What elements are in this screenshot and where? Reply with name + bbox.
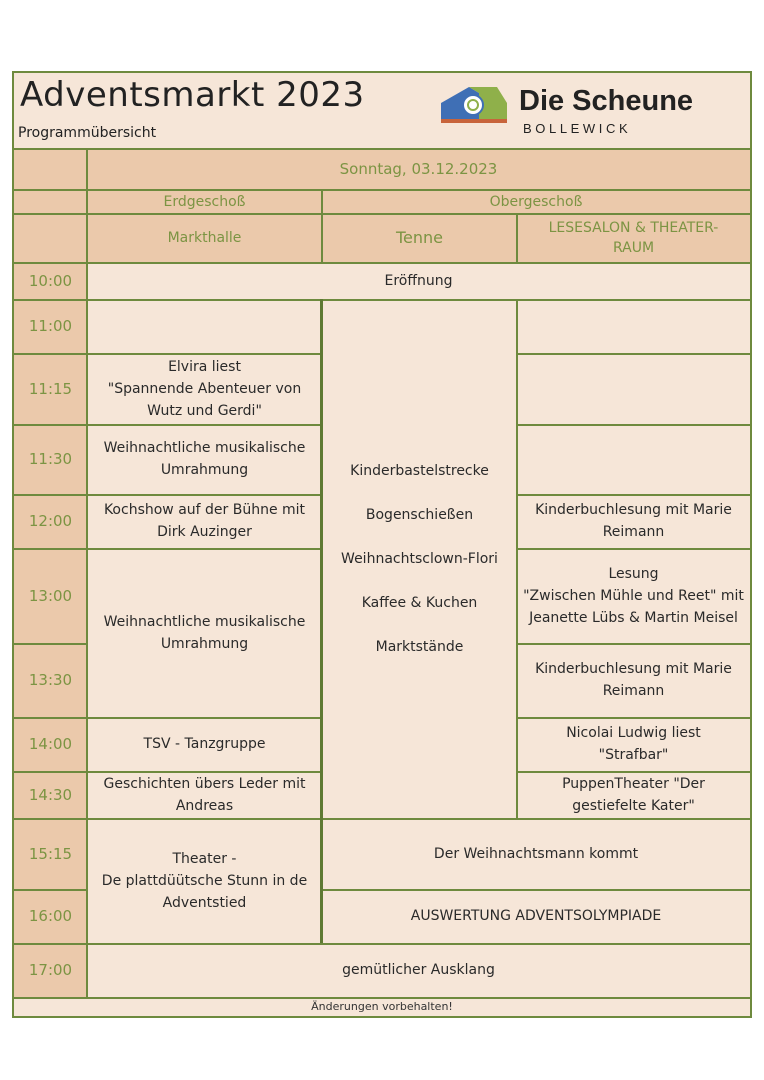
grid-line (14, 494, 322, 496)
event-detail: "Strafbar" (598, 747, 669, 763)
corner-cell (14, 190, 87, 214)
grid-line (14, 548, 322, 550)
page-subtitle: Programmübersicht (18, 125, 157, 141)
grid-line (517, 494, 750, 496)
time-slot: 13:30 (14, 643, 87, 717)
event-markthalle-1515 (87, 819, 322, 943)
room-markthalle: Markthalle (87, 214, 322, 262)
tenne-item: Marktstände (375, 639, 464, 655)
grid-line (14, 771, 322, 773)
grid-line (517, 643, 750, 645)
grid-line (516, 214, 518, 262)
empty-cell (87, 299, 322, 353)
room-lesesalon: LESESALON & THEATER-RAUM (517, 214, 750, 262)
event-opening: Eröffnung (87, 262, 750, 299)
page-title: Adventsmarkt 2023 (20, 75, 365, 115)
event-detail: "Zwischen Mühle und Reet" mit Jeanette Lübs & Martin Meisel (523, 587, 744, 626)
grid-line (14, 148, 750, 150)
event-markthalle-1200: Kochshow auf der Bühne mit Dirk Auzinger (87, 494, 322, 548)
grid-line (14, 213, 750, 215)
time-slot: 11:15 (14, 353, 87, 424)
tenne-item: Weihnachtsclown-Flori (341, 551, 498, 567)
grid-line (86, 148, 88, 997)
grid-line (321, 190, 323, 262)
event-detail: De plattdüütsche Stunn in de Adventstied (101, 873, 308, 911)
grid-line (14, 997, 750, 999)
time-slot: 12:00 (14, 494, 87, 548)
event-detail: "Spannende Abenteuer von Wutz und Gerdi" (107, 380, 302, 419)
event-markthalle-1115 (87, 353, 322, 424)
time-slot: 17:00 (14, 943, 87, 997)
time-slot: 10:00 (14, 262, 87, 299)
grid-line (517, 424, 750, 426)
event-upper-1600: AUSWERTUNG ADVENTSOLYMPIADE (322, 889, 750, 943)
grid-line (517, 717, 750, 719)
event-closing: gemütlicher Ausklang (87, 943, 750, 997)
empty-cell (517, 353, 750, 424)
time-slot: 11:30 (14, 424, 87, 494)
event-lesesalon-1300 (517, 548, 750, 643)
floor-ground: Erdgeschoß (87, 190, 322, 214)
event-title: Theater - (172, 851, 237, 867)
time-slot: 13:00 (14, 548, 87, 643)
program-sheet (12, 71, 752, 1018)
grid-line (14, 262, 750, 264)
time-slot: 16:00 (14, 889, 87, 943)
grid-line (14, 818, 750, 820)
tenne-item: Bogenschießen (365, 507, 474, 523)
time-slot: 15:15 (14, 819, 87, 889)
event-markthalle-1300: Weihnachtliche musikalische Umrahmung (87, 548, 322, 717)
event-title: Lesung (608, 565, 659, 582)
event-upper-1515: Der Weihnachtsmann kommt (322, 819, 750, 889)
grid-line (322, 889, 750, 891)
grid-line (14, 889, 87, 891)
event-markthalle-1130: Weihnachtliche musikalische Umrahmung (87, 424, 322, 494)
grid-line (517, 353, 750, 355)
tenne-item: Kinderbastelstrecke (350, 463, 489, 479)
time-slot: 11:00 (14, 299, 87, 353)
logo-name: Die Scheune (519, 85, 694, 117)
time-slot: 14:30 (14, 771, 87, 819)
room-tenne: Tenne (322, 214, 517, 262)
footer-note: Änderungen vorbehalten! (311, 1000, 453, 1013)
grid-line (14, 943, 750, 945)
grid-line (516, 299, 518, 819)
grid-line (14, 189, 750, 191)
day-header: Sonntag, 03.12.2023 (87, 148, 750, 190)
grid-line (320, 299, 323, 943)
barn-logo-icon (439, 81, 509, 125)
event-lesesalon-1430: PuppenTheater "Der gestiefelte Kater" (517, 771, 750, 819)
tenne-item: Kaffee & Kuchen (361, 595, 478, 611)
grid-line (14, 643, 87, 645)
grid-line (14, 424, 322, 426)
time-slot: 14:00 (14, 717, 87, 771)
tenne-program (322, 299, 517, 819)
floor-upper: Obergeschoß (322, 190, 750, 214)
empty-cell (517, 424, 750, 494)
event-markthalle-1400: TSV - Tanzgruppe (87, 717, 322, 771)
event-lesesalon-1400 (517, 717, 750, 771)
grid-line (517, 548, 750, 550)
corner-cell (14, 148, 87, 190)
event-lesesalon-1200: Kinderbuchlesung mit Marie Reimann (517, 494, 750, 548)
grid-line (14, 717, 322, 719)
grid-line (14, 299, 750, 301)
corner-cell (14, 214, 87, 262)
empty-cell (517, 299, 750, 353)
event-title: Nicolai Ludwig liest (566, 725, 701, 741)
grid-line (14, 353, 322, 355)
event-markthalle-1430: Geschichten übers Leder mit Andreas (87, 771, 322, 819)
logo-location: BOLLEWICK (523, 121, 632, 136)
event-lesesalon-1330: Kinderbuchlesung mit Marie Reimann (517, 643, 750, 717)
grid-line (517, 771, 750, 773)
event-title: Elvira liest (168, 358, 241, 375)
